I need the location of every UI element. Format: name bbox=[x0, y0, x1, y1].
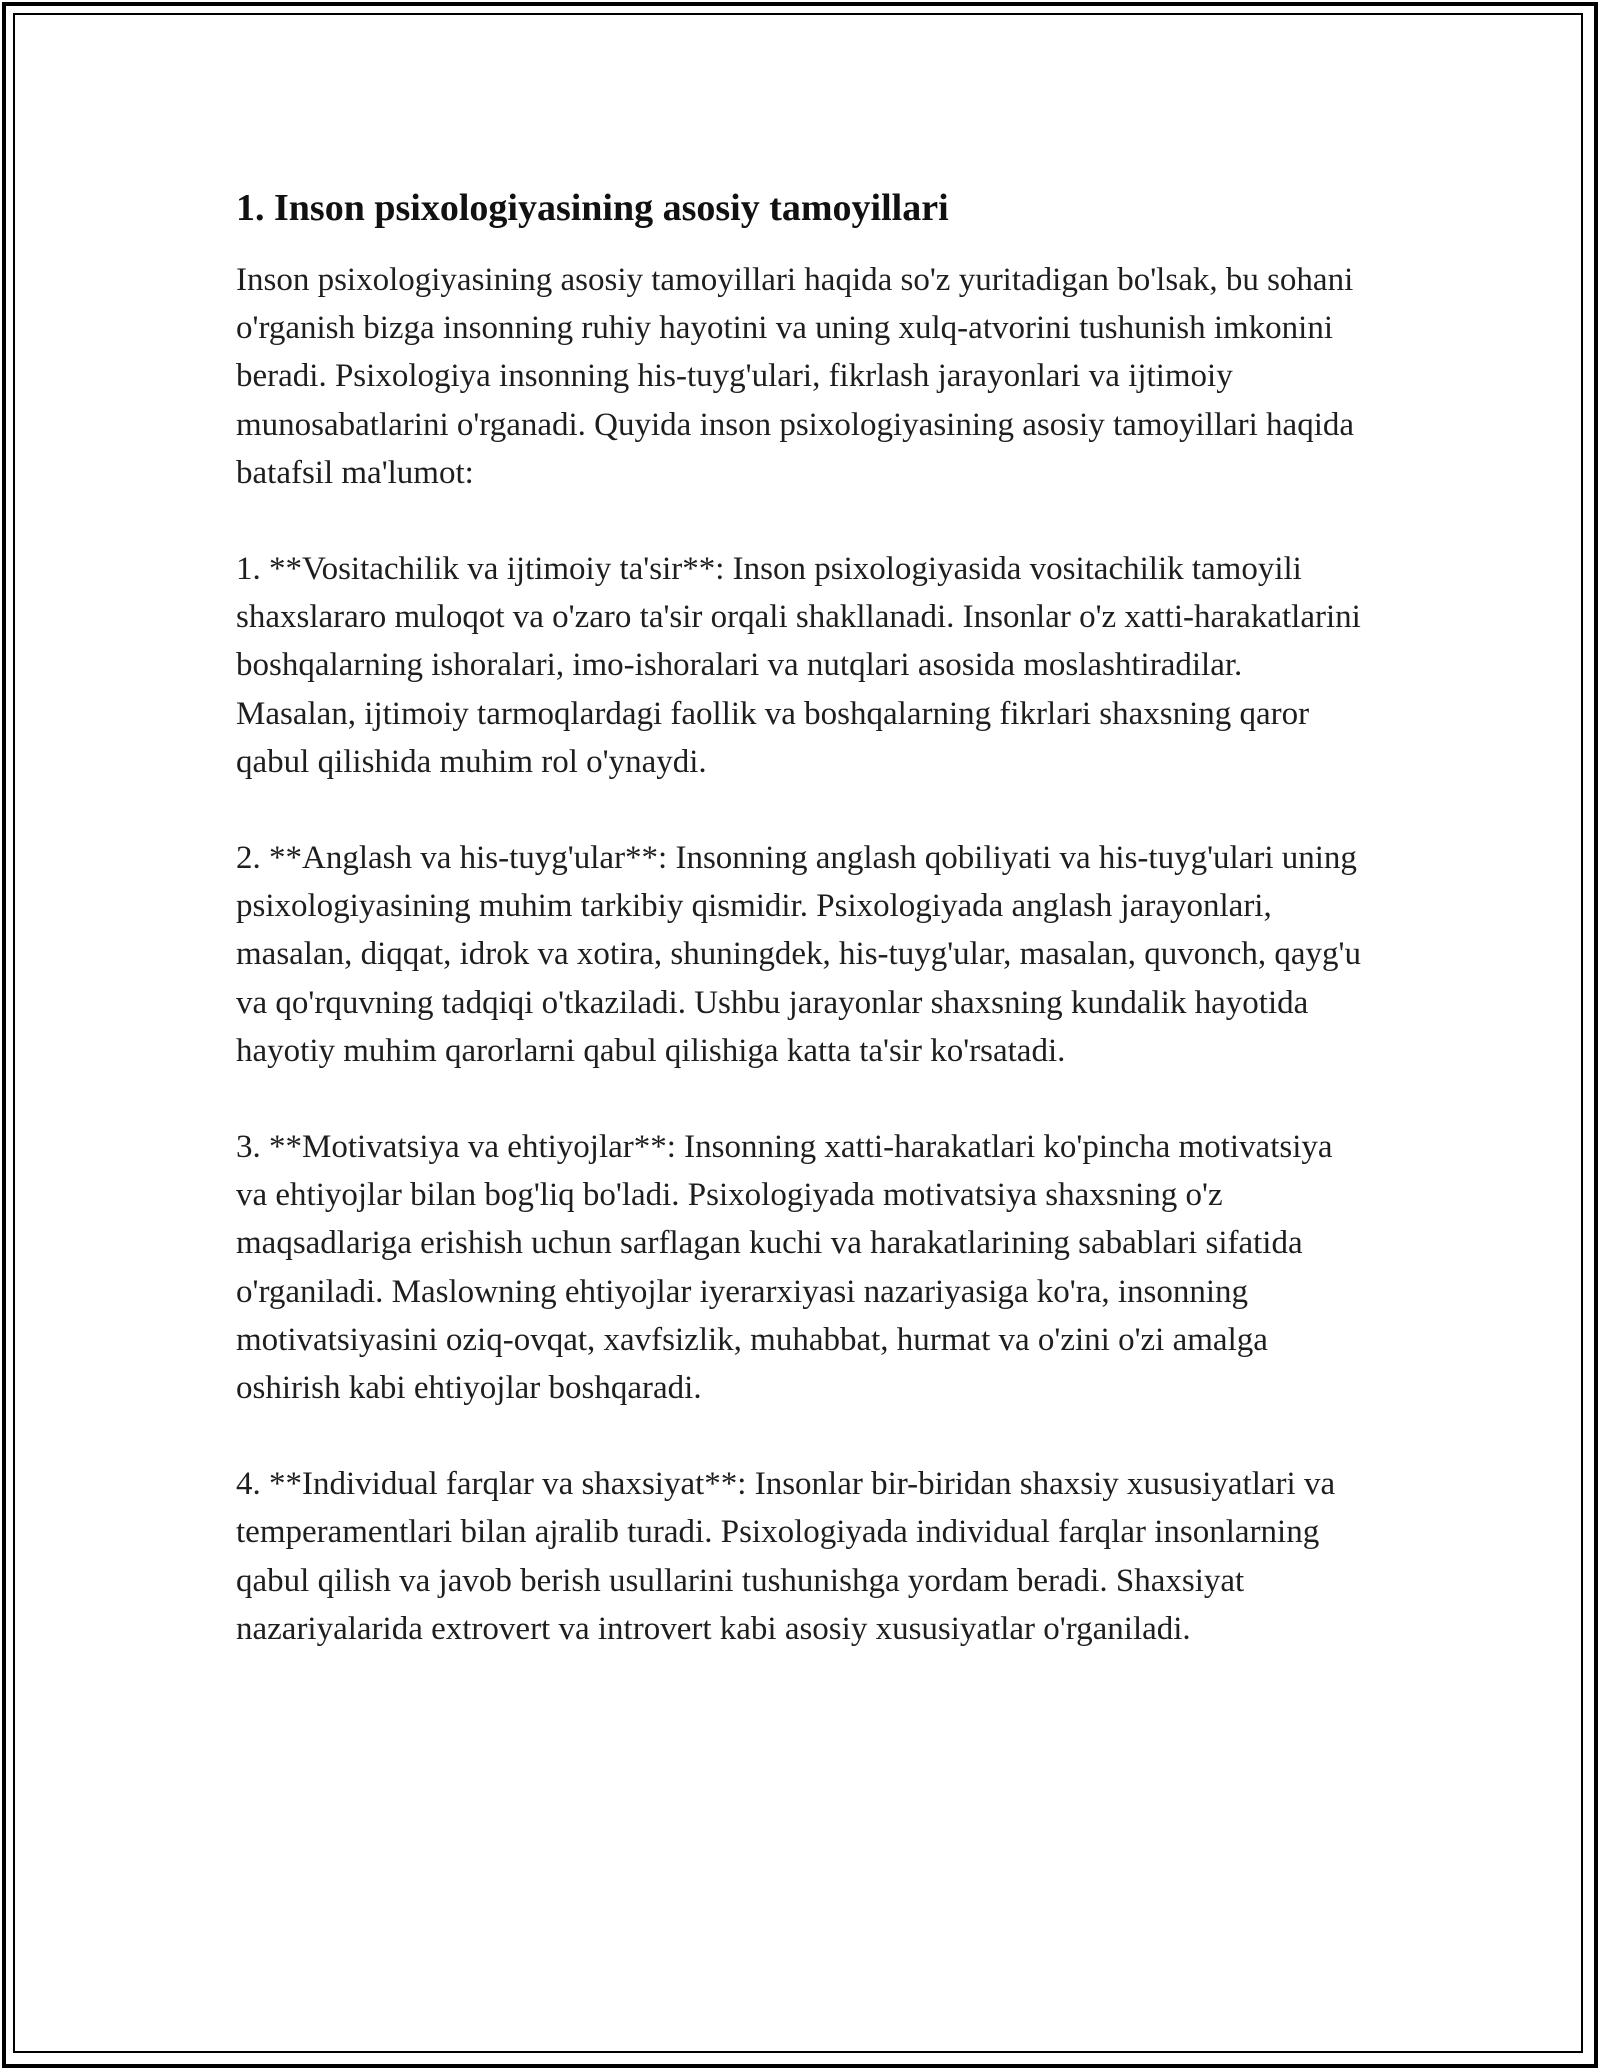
intro-paragraph: Inson psixologiyasining asosiy tamoyillari haqida so'z yuritadigan bo'lsak, bu sohani o'rganish bizga insonning ruhiy hayotini va uning xulq-atvorini tushunish imkonini beradi. Psixologiya insonning his-tuyg'ulari, fikrlash jarayonlari va ijtimoiy munosabatlarini o'rganadi. Quyida inson psixologiyasining asosiy tamoyillari haqida batafsil ma'lumot: bbox=[236, 262, 1355, 491]
principle-2-paragraph: 2. **Anglash va his-tuyg'ular**: Insonning anglash qobiliyati va his-tuyg'ulari uning psixologiyasining muhim tarkibiy qismidir. Psixologiyada anglash jarayonlari, masalan, diqqat, idrok va xotira, shuningdek, his-tuyg'ular, masalan, quvonch, qayg'u va qo'rquvning tadqiqi o'tkaziladi. Ushbu jarayonlar shaxsning kundalik hayotida hayotiy muhim qarorlarni qabul qilishiga katta ta'sir ko'rsatadi. bbox=[236, 840, 1361, 1069]
principle-1-paragraph: 1. **Vositachilik va ijtimoiy ta'sir**: Inson psixologiyasida vositachilik tamoyili shaxslararo muloqot va o'zaro ta'sir orqali shakllanadi. Insonlar o'z xatti-harakatlarini boshqalarning ishoralari, imo-ishoralari va nutqlari asosida moslashtiradilar. Masalan, ijtimoiy tarmoqlardagi faollik va boshqalarning fikrlari shaxsning qaror qabul qilishida muhim rol o'ynaydi. bbox=[236, 551, 1361, 780]
principle-4-paragraph: 4. **Individual farqlar va shaxsiyat**: Insonlar bir-biridan shaxsiy xususiyatlari va temperamentlari bilan ajralib turadi. Psixologiyada individual farqlar insonlarning qabul qilish va javob berish usullarini tushunishga yordam beradi. Shaxsiyat nazariyalarida extrovert va introvert kabi asosiy xususiyatlar o'rganiladi. bbox=[236, 1466, 1336, 1647]
document-body bbox=[236, 185, 1361, 1701]
principle-3-paragraph: 3. **Motivatsiya va ehtiyojlar**: Insonning xatti-harakatlari ko'pincha motivatsiya va ehtiyojlar bilan bog'liq bo'ladi. Psixologiyada motivatsiya shaxsning o'z maqsadlariga erishish uchun sarflagan kuchi va harakatlarining sabablari sifatida o'rganiladi. Maslowning ehtiyojlar iyerarxiyasi nazariyasiga ko'ra, insonning motivatsiyasini oziq-ovqat, xavfsizlik, muhabbat, hurmat va o'zini o'zi amalga oshirish kabi ehtiyojlar boshqaradi. bbox=[236, 1129, 1333, 1407]
section-heading: 1. Inson psixologiyasining asosiy tamoyillari bbox=[236, 187, 949, 229]
